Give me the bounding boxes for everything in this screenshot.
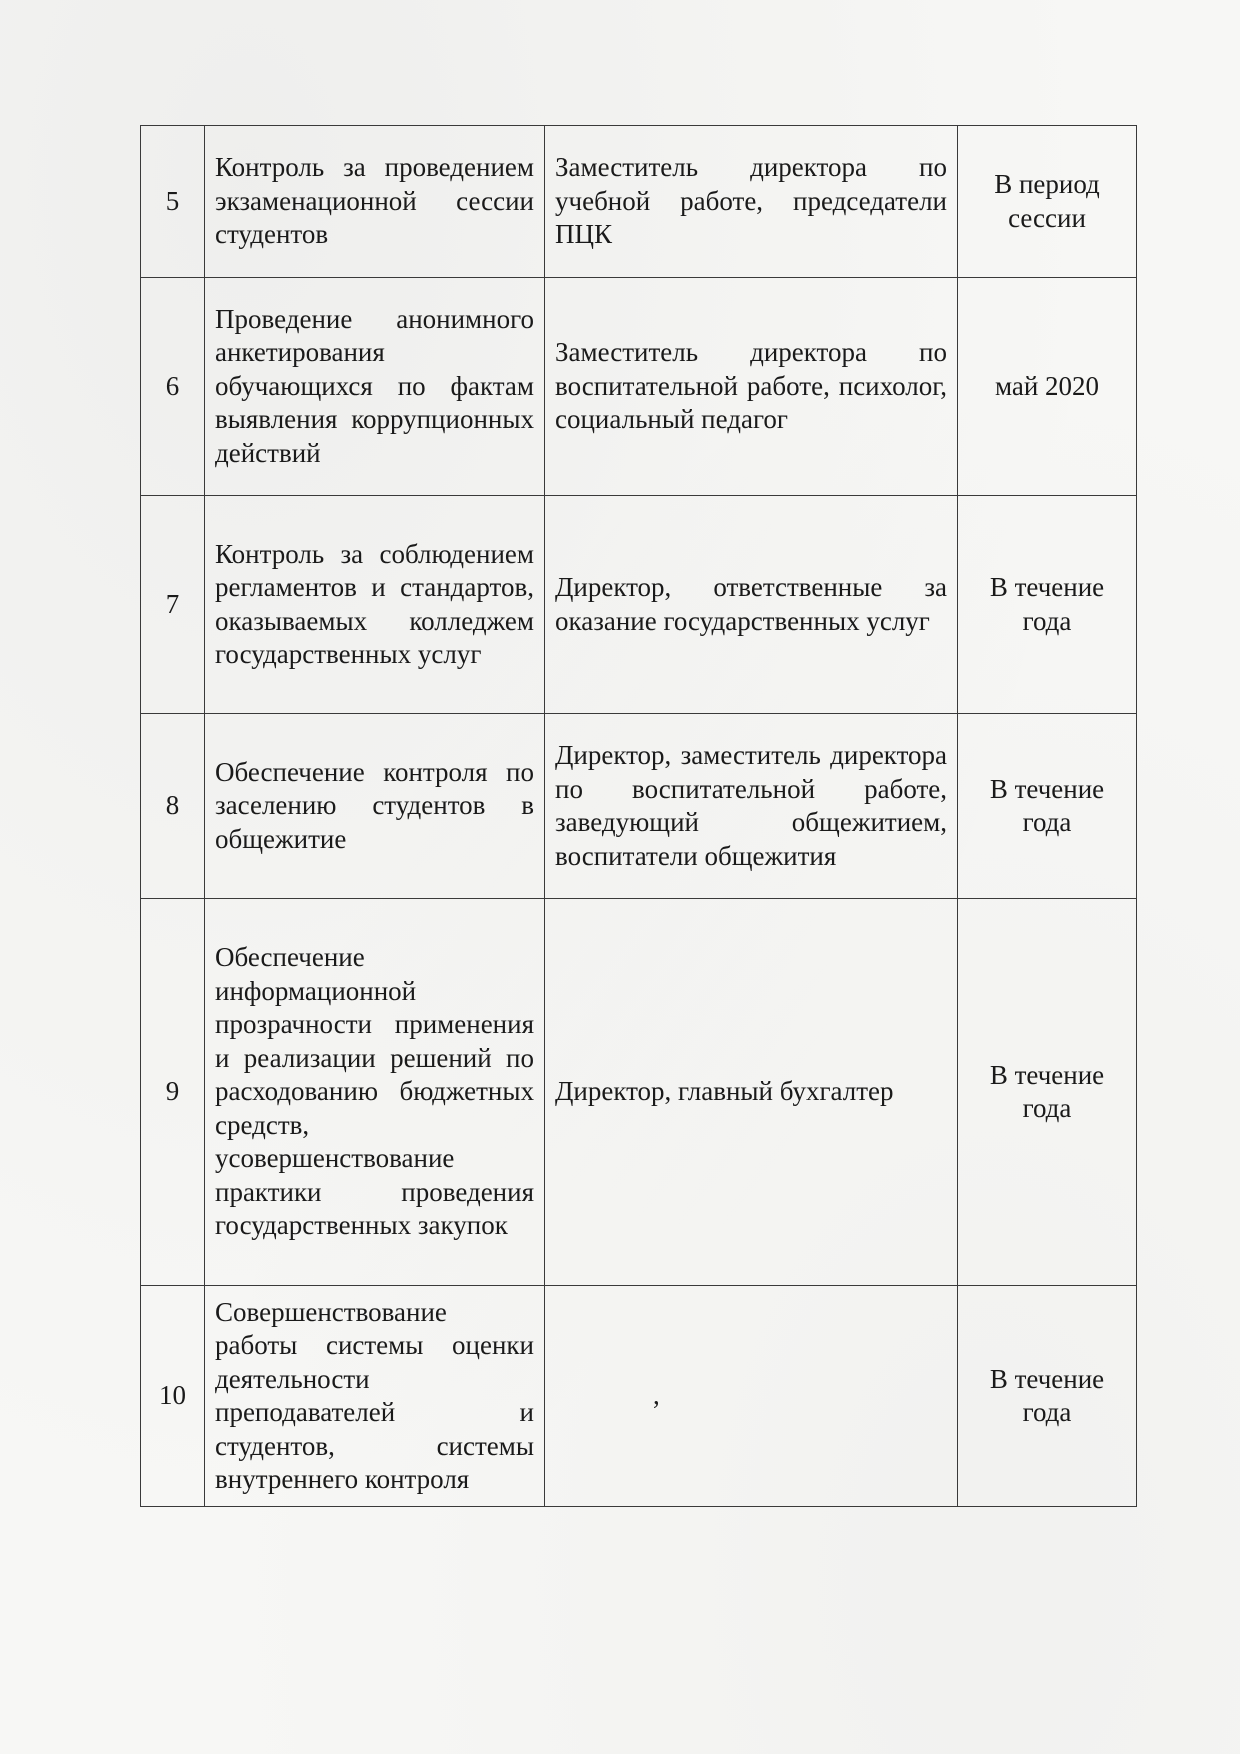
- responsible-cell: Заместитель директора по учебной работе, председатели ПЦК: [545, 126, 958, 278]
- term-cell: В течение года: [958, 496, 1137, 714]
- responsible-comma: ,: [653, 1380, 660, 1411]
- activity-cell: Совершенствование работы системы оценки деятельности преподавателей и студентов, системы внутреннего контроля: [205, 1286, 545, 1507]
- table-row: [141, 126, 1137, 278]
- activity-cell: Обеспечение контроля по заселению студентов в общежитие: [205, 714, 545, 899]
- row-number: 8: [141, 714, 205, 899]
- row-number: 10: [141, 1286, 205, 1507]
- row-number: 7: [141, 496, 205, 714]
- table-row: [141, 1286, 1137, 1507]
- term-cell: май 2020: [958, 278, 1137, 496]
- term-cell: В течение года: [958, 899, 1137, 1286]
- responsible-cell: Заместитель директора по воспитательной работе, психолог, социальный педагог: [545, 278, 958, 496]
- responsible-cell: Директор, главный бухгалтер: [545, 899, 958, 1286]
- activity-cell: Контроль за соблюдением регламентов и стандартов, оказываемых колледжем государственных услуг: [205, 496, 545, 714]
- row-number: 9: [141, 899, 205, 1286]
- activity-cell: Обеспечение информационной прозрачности применения и реализации решений по расходованию бюджетных средств, усовершенствование практики проведения государственных закупок: [205, 899, 545, 1286]
- table-row: [141, 899, 1137, 1286]
- row-number: 6: [141, 278, 205, 496]
- responsible-cell: Директор, заместитель директора по воспитательной работе, заведующий общежитием, воспитатели общежития: [545, 714, 958, 899]
- table-row: [141, 714, 1137, 899]
- term-cell: В период сессии: [958, 126, 1137, 278]
- responsible-cell: [545, 1286, 958, 1507]
- anticorruption-plan-table: [140, 125, 1137, 1507]
- activity-cell: Проведение анонимного анкетирования обучающихся по фактам выявления коррупционных действий: [205, 278, 545, 496]
- responsible-cell: Директор, ответственные за оказание государственных услуг: [545, 496, 958, 714]
- term-cell: В течение года: [958, 714, 1137, 899]
- term-cell: В течение года: [958, 1286, 1137, 1507]
- table-row: [141, 278, 1137, 496]
- row-number: 5: [141, 126, 205, 278]
- table-row: [141, 496, 1137, 714]
- activity-cell: Контроль за проведением экзаменационной сессии студентов: [205, 126, 545, 278]
